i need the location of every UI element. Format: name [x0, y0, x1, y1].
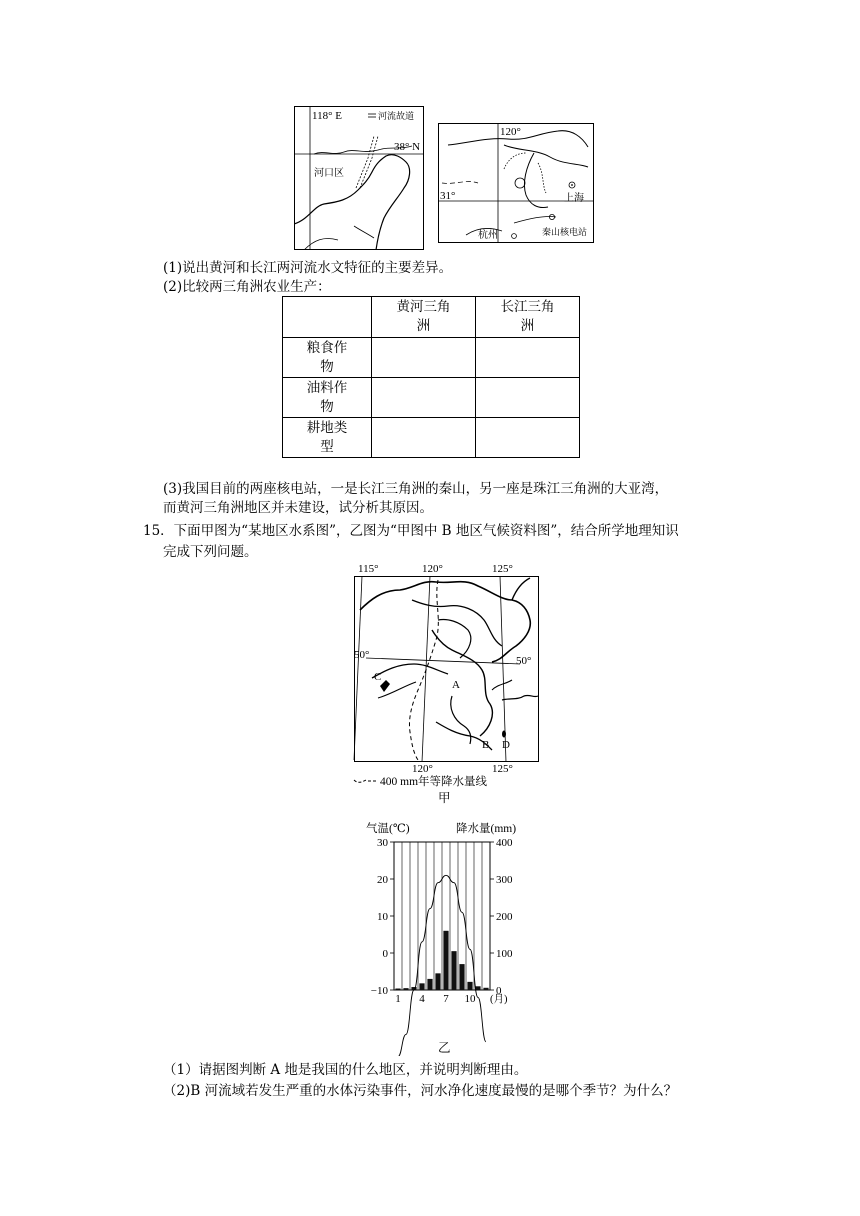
chart-x-unit: (月)	[490, 994, 508, 1005]
right-tick-label: 200	[496, 911, 513, 923]
table-cell	[372, 338, 476, 378]
left-map-longitude-label: 118° E	[312, 110, 342, 122]
isoline-legend: 400 mm年等降水量线	[380, 776, 488, 788]
isoline-legend-symbol	[354, 780, 366, 782]
map-lat-right: 50°	[516, 655, 532, 667]
right-tick-label: 400	[496, 837, 513, 849]
q14-sub3-line1: (3)我国目前的两座核电站，一是长江三角洲的秦山，另一座是珠江三角洲的大亚湾，	[163, 481, 669, 497]
table-cell	[372, 418, 476, 458]
map-bottom-label-125: 125°	[492, 763, 513, 775]
precipitation-bar	[467, 982, 472, 990]
table-header-yangtze: 长江三角洲	[476, 297, 580, 338]
q14-sub2: (2)比较两三角洲农业生产：	[163, 279, 331, 295]
river-system-map-jia	[352, 560, 542, 806]
qinshan-label: 秦山核电站	[542, 227, 588, 237]
q14-sub1: (1)说出黄河和长江两河流水文特征的主要差异。	[163, 260, 453, 276]
right-tick-label: 0	[496, 985, 502, 997]
left-tick-label: 20	[377, 874, 388, 886]
month-tick-label: 1	[395, 993, 401, 1005]
left-tick-label: −10	[370, 985, 388, 997]
precipitation-bar	[443, 931, 448, 990]
map-top-label-125: 125°	[492, 563, 513, 575]
chart-left-axis-title: 气温(℃)	[366, 823, 410, 835]
q15-sub2: （2)B 河流域若发生严重的水体污染事件，河水净化速度最慢的是哪个季节？为什么？	[163, 1083, 678, 1099]
q14-sub3-line2: 而黄河三角洲地区并未建设，试分析其原因。	[163, 500, 433, 516]
table-cell	[476, 418, 580, 458]
map-top-label-115: 115°	[358, 563, 379, 575]
precipitation-bar	[451, 951, 456, 990]
table-corner	[283, 297, 372, 338]
yellow-river-delta-map	[294, 106, 424, 250]
precipitation-bar	[403, 988, 408, 990]
table-row-grain: 粮食作物	[283, 338, 372, 378]
map-bottom-label-120: 120°	[412, 763, 433, 775]
point-d: D	[502, 739, 510, 751]
left-map-latitude-label: 38° N	[394, 141, 421, 153]
table-cell	[372, 378, 476, 418]
point-b: B	[482, 739, 490, 751]
month-tick-label: 4	[419, 993, 425, 1005]
precipitation-bar	[483, 988, 488, 990]
map-top-label-120: 120°	[422, 563, 443, 575]
q15-intro-line1: 15．下面甲图为“某地区水系图”，乙图为“甲图中 B 地区气候资料图”，结合所学地理知识	[143, 523, 679, 539]
precipitation-bar	[427, 979, 432, 990]
month-tick-label: 10	[464, 993, 476, 1005]
q15-intro-line2: 完成下列问题。	[163, 544, 258, 560]
right-tick-label: 300	[496, 874, 513, 886]
yangtze-delta-map	[438, 123, 594, 243]
precipitation-bar	[475, 986, 480, 990]
left-tick-label: 10	[377, 911, 388, 923]
point-c: C	[374, 671, 382, 683]
precipitation-bar	[395, 989, 400, 990]
table-row-oil: 油料作物	[283, 378, 372, 418]
estuary-label: 河口区	[314, 168, 344, 179]
table-header-yellow-river: 黄河三角洲	[372, 297, 476, 338]
table-cell	[476, 378, 580, 418]
chart-caption: 乙	[438, 1041, 451, 1055]
left-tick-label: 0	[382, 948, 388, 960]
q15-sub1: （1）请据图判断 A 地是我国的什么地区，并说明判断理由。	[163, 1062, 528, 1078]
precipitation-bar	[419, 983, 424, 990]
right-tick-label: 100	[496, 948, 513, 960]
right-map-latitude-label: 31°	[440, 190, 456, 202]
left-map-legend: 河流故道	[378, 111, 415, 121]
shanghai-label: 上海	[564, 193, 584, 204]
hangzhou-label: 杭州	[478, 230, 498, 241]
point-a: A	[452, 679, 460, 691]
climate-chart-yi	[358, 818, 542, 1056]
agriculture-comparison-table	[282, 296, 580, 458]
table-row-farmland: 耕地类型	[283, 418, 372, 458]
precipitation-bar	[435, 973, 440, 990]
month-tick-label: 7	[443, 993, 449, 1005]
map-lat-left: 50°	[354, 649, 370, 661]
map-caption-jia: 甲	[438, 791, 451, 805]
chart-right-axis-title: 降水量(mm)	[456, 823, 517, 835]
left-tick-label: 30	[377, 837, 388, 849]
right-map-longitude-label: 120°	[500, 126, 521, 138]
table-cell	[476, 338, 580, 378]
precipitation-bar	[459, 964, 464, 990]
